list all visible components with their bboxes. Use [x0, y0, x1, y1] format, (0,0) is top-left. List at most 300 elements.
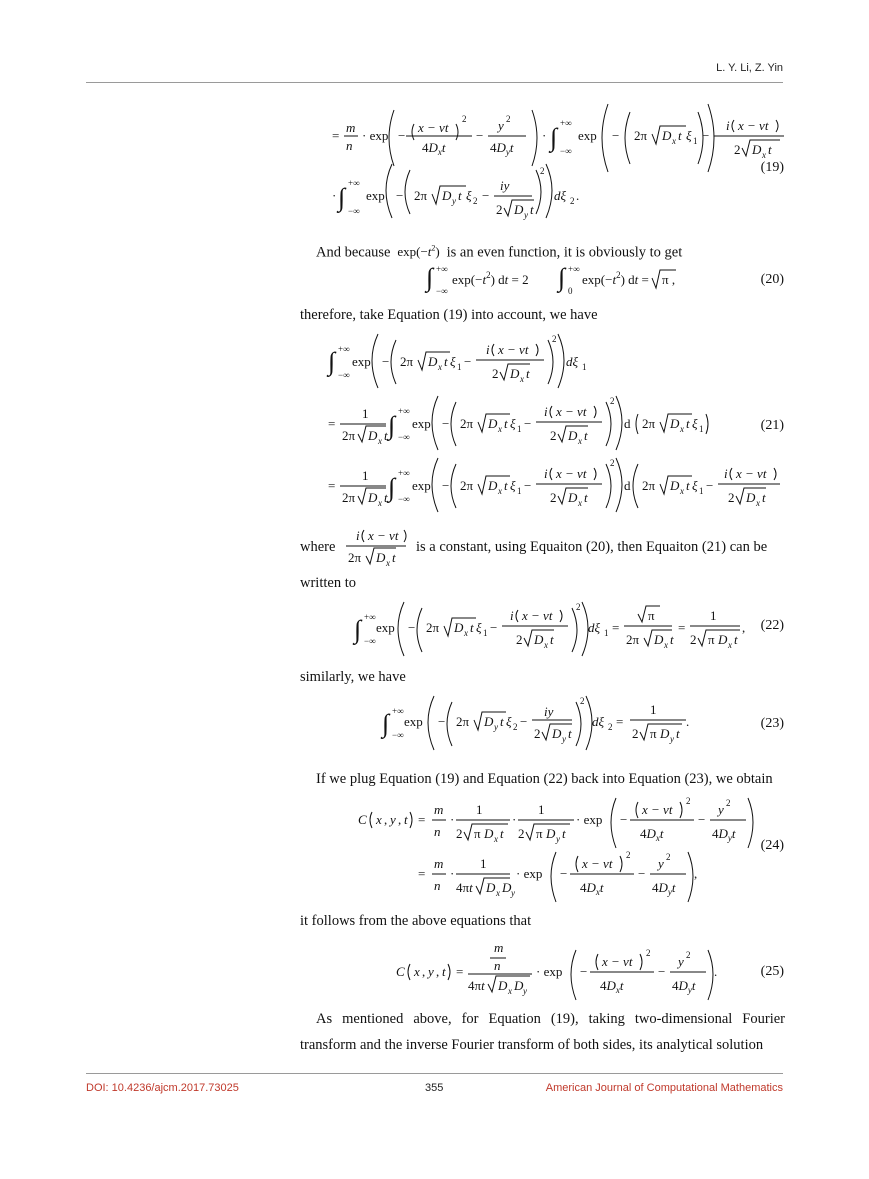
svg-text:1: 1	[457, 362, 462, 372]
svg-text:x: x	[414, 964, 420, 979]
paragraph-take-eq19: therefore, take Equation (19) into account, we have	[300, 307, 598, 323]
svg-text:−∞: −∞	[436, 286, 448, 296]
equation-23	[300, 694, 785, 754]
svg-text:t: t	[734, 632, 738, 647]
svg-text:2: 2	[518, 826, 525, 841]
footer-rule	[86, 1073, 783, 1074]
svg-text:−∞: −∞	[398, 494, 410, 504]
svg-text:2: 2	[473, 196, 478, 206]
svg-text:+∞: +∞	[398, 406, 410, 416]
svg-text:x: x	[578, 498, 582, 508]
svg-text:x: x	[498, 486, 502, 496]
footer-doi-link[interactable]: DOI: 10.4236/ajcm.2017.73025	[86, 1082, 239, 1094]
svg-text:2: 2	[626, 850, 631, 860]
svg-text:4Dyt: $4D_yt$	[652, 880, 676, 897]
svg-text:y: y	[390, 812, 396, 827]
svg-text:t: t	[530, 202, 534, 217]
equation-number-23: (23)	[760, 716, 784, 731]
svg-text:=: =	[418, 812, 426, 827]
svg-text:m: m	[494, 940, 504, 955]
svg-text:+∞: +∞	[392, 706, 404, 716]
svg-text:d: d	[624, 478, 631, 493]
svg-text:t: t	[384, 490, 388, 505]
svg-text:1: 1	[699, 486, 704, 496]
svg-text:−: −	[438, 714, 446, 729]
svg-text:+∞: +∞	[568, 264, 580, 274]
svg-text:exp: exp	[404, 714, 423, 729]
svg-text:t: t	[678, 128, 682, 143]
svg-text:x: x	[498, 424, 502, 434]
svg-text:iy: iy	[500, 178, 510, 193]
svg-text:D: D	[454, 620, 464, 635]
svg-text:=: =	[418, 866, 426, 881]
svg-text:x: x	[680, 424, 684, 434]
svg-text:−: −	[382, 354, 390, 369]
svg-text:∫: ∫	[382, 709, 390, 738]
svg-text:4Dyt: $4D_yt$	[712, 826, 736, 843]
svg-text:1: 1	[582, 362, 587, 372]
svg-text:exp: exp	[376, 620, 395, 635]
svg-text:· exp: · exp	[362, 128, 389, 143]
svg-text:x: x	[496, 888, 500, 898]
svg-text:t: t	[444, 354, 448, 369]
svg-text:ξ: ξ	[510, 478, 516, 493]
svg-text:D: D	[568, 428, 578, 443]
svg-text:x: x	[378, 436, 382, 446]
svg-text:4Dyt: $4D_yt$	[490, 140, 514, 157]
svg-text:x: x	[378, 498, 382, 508]
svg-text:π: π	[708, 632, 715, 647]
svg-text:2: 2	[690, 632, 697, 647]
svg-text:D: D	[752, 142, 762, 157]
svg-text:x: x	[386, 558, 390, 568]
svg-text:2: 2	[728, 490, 735, 505]
svg-text:D: D	[442, 188, 452, 203]
svg-text:+∞: +∞	[338, 344, 350, 354]
svg-text:1: 1	[476, 802, 483, 817]
svg-text:t: t	[562, 826, 566, 841]
svg-text:t: t	[500, 714, 504, 729]
svg-text:x: x	[438, 362, 442, 372]
svg-text:2: 2	[540, 166, 545, 176]
svg-text:2: 2	[570, 196, 575, 206]
svg-text:D: D	[534, 632, 544, 647]
svg-text:−: −	[442, 416, 450, 431]
svg-text:2π: 2π	[342, 490, 356, 505]
svg-text:D: D	[488, 416, 498, 431]
equation-number-21: (21)	[760, 418, 784, 433]
svg-text:2π: 2π	[626, 632, 640, 647]
svg-text:t: t	[584, 490, 588, 505]
svg-text:exp: exp	[366, 188, 385, 203]
equation-20	[300, 262, 785, 298]
svg-text:·: ·	[512, 812, 517, 827]
svg-text:−∞: −∞	[560, 146, 572, 156]
svg-text:=: =	[678, 620, 686, 635]
svg-text:x − vt: x − vt	[736, 466, 767, 481]
svg-text:4Dxt: $4D_xt$	[580, 880, 604, 897]
svg-text:∫: ∫	[558, 263, 566, 292]
svg-text:y: y	[511, 888, 515, 898]
svg-text:−∞: −∞	[398, 432, 410, 442]
svg-text:2: 2	[580, 696, 585, 706]
svg-text:y: y	[498, 118, 504, 133]
svg-text:x: x	[376, 812, 382, 827]
svg-text:x: x	[672, 136, 676, 146]
svg-text:2: 2	[576, 602, 581, 612]
svg-text:2: 2	[666, 852, 671, 862]
svg-text:·: ·	[542, 128, 547, 143]
svg-text:dξ: dξ	[592, 714, 605, 729]
svg-text:· exp: · exp	[516, 866, 543, 881]
svg-text:D: D	[502, 880, 512, 895]
paragraph-it-follows: it follows from the above equations that	[300, 913, 532, 929]
svg-text:∫: ∫	[426, 263, 434, 292]
svg-text:n: n	[346, 138, 353, 153]
inline-math-constant	[344, 526, 408, 574]
svg-text:−∞: −∞	[348, 206, 360, 216]
svg-text:ξ: ξ	[476, 620, 482, 635]
svg-text:2π: 2π	[642, 478, 656, 493]
svg-text:4Dyt: $4D_yt$	[672, 978, 696, 995]
svg-text:y: y	[670, 734, 674, 744]
svg-text:2: 2	[550, 428, 557, 443]
svg-text:iy: iy	[544, 704, 554, 719]
svg-text:t: t	[500, 826, 504, 841]
svg-text:x − vt: x − vt	[498, 342, 529, 357]
svg-text:∫: ∫	[388, 473, 396, 502]
paragraph-where-constant	[300, 526, 785, 576]
svg-text:1: 1	[362, 468, 369, 483]
svg-text:2: 2	[734, 142, 741, 157]
equation-22	[300, 600, 785, 660]
equation-number-22: (22)	[760, 618, 784, 633]
svg-text:n: n	[434, 824, 441, 839]
svg-text:2π: 2π	[400, 354, 414, 369]
svg-text:· exp: · exp	[536, 964, 563, 979]
equation-number-25: (25)	[760, 964, 784, 979]
svg-text:+∞: +∞	[560, 118, 572, 128]
svg-text:x: x	[728, 640, 732, 650]
svg-text:2: 2	[610, 396, 615, 406]
svg-text:x − vt: x − vt	[418, 120, 449, 135]
svg-text:D: D	[428, 354, 438, 369]
svg-text:−: −	[620, 812, 628, 827]
svg-text:dξ: dξ	[566, 354, 579, 369]
svg-text:1: 1	[650, 702, 657, 717]
svg-text:1: 1	[693, 136, 698, 146]
svg-text:+∞: +∞	[436, 264, 448, 274]
svg-text:D: D	[670, 478, 680, 493]
svg-text:x: x	[578, 436, 582, 446]
svg-text:D: D	[568, 490, 578, 505]
svg-text:exp: exp	[352, 354, 371, 369]
svg-text:2: 2	[513, 722, 518, 732]
svg-text:,: ,	[422, 964, 426, 979]
svg-text:t: t	[686, 478, 690, 493]
svg-text:d: d	[624, 416, 631, 431]
svg-text:x − vt: x − vt	[556, 404, 587, 419]
svg-text:π: π	[648, 608, 655, 623]
svg-text:1: 1	[538, 802, 545, 817]
svg-text:i: i	[544, 466, 548, 481]
svg-text:y: y	[678, 954, 684, 969]
svg-text:1: 1	[710, 608, 717, 623]
svg-text:−: −	[482, 188, 490, 203]
svg-text:.: .	[686, 714, 690, 729]
svg-text:−: −	[520, 714, 528, 729]
svg-text:D: D	[376, 550, 386, 565]
svg-text:y: y	[524, 210, 528, 220]
svg-text:,: ,	[742, 620, 746, 635]
svg-text:D: D	[660, 726, 670, 741]
svg-text:exp: exp	[578, 128, 597, 143]
svg-text:2: 2	[496, 202, 503, 217]
svg-text:2: 2	[550, 490, 557, 505]
svg-text:2π: 2π	[426, 620, 440, 635]
svg-text:−: −	[658, 964, 666, 979]
svg-text:2: 2	[534, 726, 541, 741]
svg-text:i: i	[726, 118, 730, 133]
svg-text:D: D	[546, 826, 556, 841]
svg-text:D: D	[488, 478, 498, 493]
svg-text:x: x	[464, 628, 468, 638]
svg-text:x: x	[664, 640, 668, 650]
equation-number-19: (19)	[760, 160, 784, 175]
svg-text:t: t	[404, 812, 408, 827]
svg-text:t: t	[676, 726, 680, 741]
svg-text:ξ: ξ	[450, 354, 456, 369]
svg-text:x − vt: x − vt	[522, 608, 553, 623]
svg-text:,: ,	[694, 866, 698, 881]
svg-text:2π: 2π	[642, 416, 656, 431]
paragraph-text: is an even function, it is obviously to get	[446, 244, 683, 261]
svg-text:2: 2	[726, 798, 731, 808]
svg-text:1: 1	[483, 628, 488, 638]
svg-text:i: i	[356, 528, 360, 543]
svg-text:x: x	[680, 486, 684, 496]
svg-text:1: 1	[604, 628, 609, 638]
svg-text:y: y	[718, 802, 724, 817]
svg-text:2π: 2π	[348, 550, 362, 565]
svg-text:ξ: ξ	[510, 416, 516, 431]
svg-text:−: −	[490, 620, 498, 635]
svg-text:x − vt: x − vt	[738, 118, 769, 133]
svg-text:−: −	[706, 478, 714, 493]
paragraph-text: where	[300, 539, 336, 555]
svg-text:∫: ∫	[388, 411, 396, 440]
svg-text:D: D	[368, 428, 378, 443]
svg-text:−: −	[580, 964, 588, 979]
svg-text:y: y	[452, 196, 456, 206]
svg-text:dξ: dξ	[554, 188, 567, 203]
svg-text:D: D	[368, 490, 378, 505]
svg-text:1: 1	[699, 424, 704, 434]
svg-text:t: t	[568, 726, 572, 741]
svg-text:−∞: −∞	[364, 636, 376, 646]
svg-text:D: D	[670, 416, 680, 431]
paragraph-written-to: written to	[300, 575, 356, 591]
svg-text:·: ·	[332, 188, 337, 203]
svg-text:x − vt: x − vt	[368, 528, 399, 543]
svg-text:x − vt: x − vt	[556, 466, 587, 481]
svg-text:−: −	[396, 188, 404, 203]
svg-text:−: −	[398, 128, 406, 143]
svg-text:t: t	[584, 428, 588, 443]
svg-text:exp: exp	[412, 478, 431, 493]
svg-text:i: i	[486, 342, 490, 357]
svg-text:1: 1	[517, 486, 522, 496]
svg-text:4πt: 4πt	[456, 880, 473, 895]
svg-text:2: 2	[686, 796, 691, 806]
svg-text:π: π	[536, 826, 543, 841]
svg-text:−: −	[638, 866, 646, 881]
svg-text:t: t	[458, 188, 462, 203]
paragraph-text: And because	[316, 244, 391, 261]
svg-text:D: D	[484, 826, 494, 841]
svg-text:1: 1	[480, 856, 487, 871]
svg-text:y: y	[562, 734, 566, 744]
svg-text:x: x	[762, 150, 766, 160]
svg-text:∫: ∫	[354, 615, 362, 644]
svg-text:−: −	[464, 354, 472, 369]
svg-text:.: .	[714, 964, 718, 979]
svg-text:,: ,	[384, 812, 388, 827]
svg-text:−: −	[524, 416, 532, 431]
svg-text:0: 0	[568, 286, 573, 296]
svg-text:.: .	[576, 188, 580, 203]
svg-text:−∞: −∞	[338, 370, 350, 380]
svg-text:2π: 2π	[456, 714, 470, 729]
svg-text:4Dxt: $4D_xt$	[422, 140, 446, 157]
svg-text:t: t	[686, 416, 690, 431]
svg-text:D: D	[486, 880, 496, 895]
svg-text:t: t	[762, 490, 766, 505]
svg-text:m: m	[434, 802, 444, 817]
svg-text:2: 2	[632, 726, 639, 741]
svg-text:t: t	[504, 478, 508, 493]
svg-text:x: x	[756, 498, 760, 508]
svg-text:t: t	[384, 428, 388, 443]
svg-text:=: =	[332, 128, 340, 143]
svg-text:exp: exp	[412, 416, 431, 431]
svg-text:t: t	[442, 964, 446, 979]
svg-text:−: −	[408, 620, 416, 635]
paragraph-plug-equations: If we plug Equation (19) and Equation (22) back into Equation (23), we obtain	[316, 771, 773, 787]
svg-text:4Dxt: $4D_xt$	[640, 826, 664, 843]
paragraph-text: is a constant, using Equaiton (20), then Equaiton (21) can be	[416, 539, 768, 555]
svg-text:exp(−t2) dt = 2: $\exp(-t^2)$ dt = 2	[452, 270, 529, 287]
svg-text:2: 2	[492, 366, 499, 381]
svg-text:·: ·	[450, 812, 455, 827]
svg-text:· exp: · exp	[576, 812, 603, 827]
svg-text:π: π	[474, 826, 481, 841]
footer-journal-link[interactable]: American Journal of Computational Mathematics	[545, 1082, 783, 1094]
equation-24	[300, 794, 785, 904]
svg-text:y: y	[428, 964, 434, 979]
svg-text:D: D	[746, 490, 756, 505]
svg-text:D: D	[718, 632, 728, 647]
svg-text:π: π	[650, 726, 657, 741]
svg-text:2: 2	[516, 632, 523, 647]
equation-19-line2	[300, 160, 785, 220]
svg-text:t: t	[768, 142, 772, 157]
svg-text:exp(−t2) dt =: $\exp(-t^2)$ dt =	[582, 270, 649, 287]
equation-number-24: (24)	[760, 838, 784, 853]
equation-number-20: (20)	[760, 272, 784, 287]
svg-text:2: 2	[646, 948, 651, 958]
svg-text:2π: 2π	[460, 416, 474, 431]
svg-text:i: i	[544, 404, 548, 419]
svg-text:∫: ∫	[550, 123, 558, 152]
svg-text:x − vt: x − vt	[582, 856, 613, 871]
footer-page-number: 355	[425, 1082, 444, 1094]
svg-text:ξ: ξ	[466, 188, 472, 203]
svg-text:π ,: π ,	[662, 272, 676, 287]
paragraph-even-function	[300, 236, 785, 265]
svg-text:y: y	[494, 722, 498, 732]
svg-text:n: n	[434, 878, 441, 893]
svg-text:t: t	[392, 550, 396, 565]
svg-text:2: 2	[610, 458, 615, 468]
svg-text:2: 2	[462, 114, 467, 124]
svg-text:ξ: ξ	[686, 128, 692, 143]
svg-text:D: D	[484, 714, 494, 729]
svg-text:−: −	[560, 866, 568, 881]
svg-text:+∞: +∞	[398, 468, 410, 478]
svg-text:=: =	[456, 964, 464, 979]
svg-text:=: =	[328, 478, 336, 493]
paragraph-as-mentioned: As mentioned above, for Equation (19), taking two-dimensional Fourier transform and the inverse Fourier transform of both sides, its analytical solution	[300, 1011, 785, 1053]
svg-text:ξ: ξ	[692, 478, 698, 493]
svg-text:y: y	[556, 834, 560, 844]
svg-text:∫: ∫	[338, 183, 346, 212]
header-rule	[86, 82, 783, 83]
svg-text:4Dxt: $4D_xt$	[600, 978, 624, 995]
svg-text:,: ,	[436, 964, 440, 979]
svg-text:1: 1	[517, 424, 522, 434]
svg-text:t: t	[504, 416, 508, 431]
svg-text:=: =	[616, 714, 624, 729]
svg-text:=: =	[612, 620, 620, 635]
inline-math-exp: $\exp(-t^2)$	[394, 244, 444, 260]
svg-text:D: D	[654, 632, 664, 647]
svg-text:C: C	[358, 812, 367, 827]
svg-text:y: y	[658, 856, 664, 871]
svg-text:2: 2	[552, 334, 557, 344]
svg-text:x: x	[508, 986, 512, 996]
svg-text:,: ,	[398, 812, 402, 827]
svg-text:m: m	[346, 120, 356, 135]
svg-text:+∞: +∞	[364, 612, 376, 622]
svg-text:·: ·	[450, 866, 455, 881]
svg-text:C: C	[396, 964, 405, 979]
svg-text:D: D	[662, 128, 672, 143]
svg-text:−: −	[702, 128, 710, 143]
svg-text:i: i	[724, 466, 728, 481]
running-header: L. Y. Li, Z. Yin	[716, 62, 783, 74]
paragraph-similarly: similarly, we have	[300, 669, 406, 685]
equation-25	[300, 936, 785, 1002]
svg-text:2: 2	[506, 114, 511, 124]
svg-text:D: D	[552, 726, 562, 741]
svg-text:m: m	[434, 856, 444, 871]
svg-text:D: D	[514, 978, 524, 993]
svg-text:2π: 2π	[460, 478, 474, 493]
svg-text:−∞: −∞	[392, 730, 404, 740]
svg-text:D: D	[498, 978, 508, 993]
svg-text:4πt: 4πt	[468, 978, 485, 993]
